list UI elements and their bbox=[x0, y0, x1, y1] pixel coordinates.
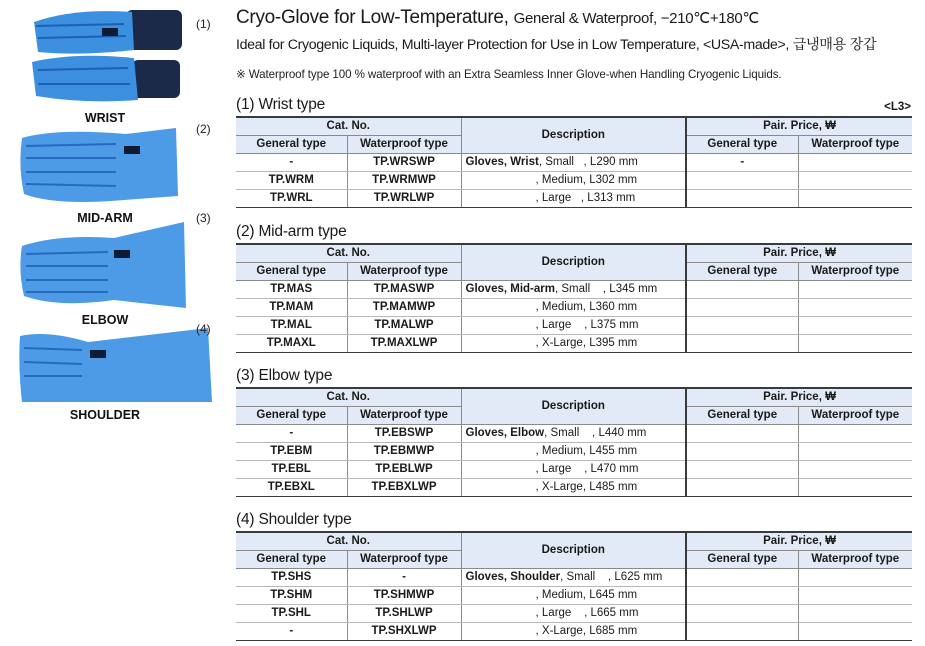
description-cell bbox=[461, 604, 686, 622]
price-waterproof bbox=[798, 424, 912, 442]
waterproof-cat-no: TP.MAMWP bbox=[347, 298, 461, 316]
col-header-price-waterproof: Waterproof type bbox=[798, 550, 912, 568]
section-title: (4) Shoulder type bbox=[236, 511, 352, 528]
description-text: , Small , L440 mm bbox=[544, 427, 647, 439]
waterproof-cat-no: TP.MASWP bbox=[347, 280, 461, 298]
title-main: Cryo-Glove for Low-Temperature, bbox=[236, 7, 509, 28]
description-cell bbox=[461, 316, 686, 334]
price-waterproof bbox=[798, 298, 912, 316]
description-cell bbox=[461, 442, 686, 460]
col-header-price-waterproof: Waterproof type bbox=[798, 135, 912, 153]
price-waterproof bbox=[798, 604, 912, 622]
col-header-cat-no: Cat. No. bbox=[236, 388, 461, 406]
description-cell bbox=[461, 189, 686, 207]
price-waterproof bbox=[798, 334, 912, 352]
description-text: , Medium, L302 mm bbox=[535, 174, 638, 186]
waterproof-cat-no: TP.EBMWP bbox=[347, 442, 461, 460]
price-general bbox=[686, 334, 798, 352]
col-header-description: Description bbox=[461, 117, 686, 153]
price-general bbox=[686, 189, 798, 207]
description-cell bbox=[461, 171, 686, 189]
section-title: (2) Mid-arm type bbox=[236, 223, 347, 240]
description-cell bbox=[461, 478, 686, 496]
description-cell bbox=[461, 280, 686, 298]
waterproof-cat-no: - bbox=[347, 568, 461, 586]
section-title: (3) Elbow type bbox=[236, 367, 333, 384]
price-general bbox=[686, 280, 798, 298]
table-row bbox=[236, 153, 912, 171]
gallery-num-1: (1) bbox=[196, 17, 211, 31]
gallery-label-wrist: WRIST bbox=[84, 111, 126, 125]
table-row bbox=[236, 478, 912, 496]
general-cat-no: TP.MAM bbox=[236, 298, 347, 316]
table-row bbox=[236, 568, 912, 586]
description-cell bbox=[461, 424, 686, 442]
general-cat-no: TP.WRM bbox=[236, 171, 347, 189]
wrist-glove-image bbox=[14, 4, 190, 108]
description-cell bbox=[461, 568, 686, 586]
col-header-waterproof-type: Waterproof type bbox=[347, 135, 461, 153]
general-cat-no: - bbox=[236, 622, 347, 640]
description-text: , Medium, L645 mm bbox=[535, 589, 638, 601]
price-waterproof bbox=[798, 189, 912, 207]
general-cat-no: TP.EBM bbox=[236, 442, 347, 460]
price-general bbox=[686, 171, 798, 189]
description-text: , Small , L625 mm bbox=[560, 571, 663, 583]
title-sub: General & Waterproof, −210℃+180℃ bbox=[513, 10, 759, 27]
product-table bbox=[236, 243, 912, 353]
product-table bbox=[236, 116, 912, 208]
price-waterproof bbox=[798, 478, 912, 496]
col-header-price-general: General type bbox=[686, 135, 798, 153]
product-table bbox=[236, 531, 912, 641]
general-cat-no: - bbox=[236, 424, 347, 442]
col-header-cat-no: Cat. No. bbox=[236, 532, 461, 550]
description-cell bbox=[461, 622, 686, 640]
description-bold: Gloves, Mid-arm bbox=[465, 283, 555, 295]
col-header-waterproof-type: Waterproof type bbox=[347, 406, 461, 424]
price-general: - bbox=[686, 153, 798, 171]
waterproof-cat-no: TP.EBLWP bbox=[347, 460, 461, 478]
col-header-cat-no: Cat. No. bbox=[236, 244, 461, 262]
page-title bbox=[236, 7, 759, 29]
description-text: , Large , L313 mm bbox=[535, 192, 636, 204]
gallery-label-elbow: ELBOW bbox=[81, 313, 129, 327]
description-cell bbox=[461, 460, 686, 478]
col-header-cat-no: Cat. No. bbox=[236, 117, 461, 135]
col-header-price-waterproof: Waterproof type bbox=[798, 262, 912, 280]
table-row bbox=[236, 298, 912, 316]
col-header-price: Pair. Price, ₩ bbox=[686, 244, 912, 262]
general-cat-no: TP.EBXL bbox=[236, 478, 347, 496]
description-text: , Medium, L360 mm bbox=[535, 301, 638, 313]
col-header-price-general: General type bbox=[686, 262, 798, 280]
general-cat-no: TP.EBL bbox=[236, 460, 347, 478]
description-text: , Large , L665 mm bbox=[535, 607, 639, 619]
general-cat-no: TP.MAL bbox=[236, 316, 347, 334]
table-row bbox=[236, 586, 912, 604]
col-header-description: Description bbox=[461, 532, 686, 568]
price-waterproof bbox=[798, 280, 912, 298]
section-title: (1) Wrist type bbox=[236, 96, 326, 113]
description-text: , Medium, L455 mm bbox=[535, 445, 638, 457]
col-header-description: Description bbox=[461, 388, 686, 424]
description-bold: Gloves, Shoulder bbox=[465, 571, 561, 583]
price-general bbox=[686, 478, 798, 496]
col-header-price: Pair. Price, ₩ bbox=[686, 532, 912, 550]
price-general bbox=[686, 604, 798, 622]
description-text: , Large , L470 mm bbox=[535, 463, 639, 475]
col-header-price: Pair. Price, ₩ bbox=[686, 388, 912, 406]
shoulder-glove-image bbox=[18, 326, 214, 404]
section-4 bbox=[236, 510, 912, 641]
col-header-price-waterproof: Waterproof type bbox=[798, 406, 912, 424]
section-3 bbox=[236, 366, 912, 497]
price-general bbox=[686, 442, 798, 460]
col-header-general-type: General type bbox=[236, 262, 347, 280]
table-row bbox=[236, 189, 912, 207]
table-row bbox=[236, 171, 912, 189]
table-row bbox=[236, 460, 912, 478]
general-cat-no: TP.SHS bbox=[236, 568, 347, 586]
description-bold: Gloves, Elbow bbox=[465, 427, 545, 439]
price-general bbox=[686, 316, 798, 334]
price-waterproof bbox=[798, 171, 912, 189]
waterproof-cat-no: TP.MALWP bbox=[347, 316, 461, 334]
price-waterproof bbox=[798, 460, 912, 478]
price-general bbox=[686, 622, 798, 640]
description-text: , X-Large, L485 mm bbox=[535, 481, 638, 493]
col-header-general-type: General type bbox=[236, 135, 347, 153]
general-cat-no: TP.SHL bbox=[236, 604, 347, 622]
gallery-label-mid-arm: MID-ARM bbox=[77, 211, 133, 225]
price-waterproof bbox=[798, 622, 912, 640]
description-cell bbox=[461, 298, 686, 316]
general-cat-no: TP.MAS bbox=[236, 280, 347, 298]
col-header-general-type: General type bbox=[236, 406, 347, 424]
waterproof-cat-no: TP.WRSWP bbox=[347, 153, 461, 171]
price-general bbox=[686, 460, 798, 478]
description-cell bbox=[461, 334, 686, 352]
col-header-general-type: General type bbox=[236, 550, 347, 568]
general-cat-no: TP.SHM bbox=[236, 586, 347, 604]
description-text: , X-Large, L685 mm bbox=[535, 625, 638, 637]
description-text: , X-Large, L395 mm bbox=[535, 337, 638, 349]
table-row bbox=[236, 424, 912, 442]
elbow-glove-image bbox=[18, 218, 188, 314]
price-waterproof bbox=[798, 568, 912, 586]
waterproof-cat-no: TP.SHLWP bbox=[347, 604, 461, 622]
waterproof-cat-no: TP.WRMWP bbox=[347, 171, 461, 189]
waterproof-cat-no: TP.EBSWP bbox=[347, 424, 461, 442]
price-waterproof bbox=[798, 586, 912, 604]
gallery-label-shoulder: SHOULDER bbox=[69, 408, 141, 422]
description-text: , Small , L290 mm bbox=[538, 156, 638, 168]
table-row bbox=[236, 280, 912, 298]
price-general bbox=[686, 586, 798, 604]
description-bold: Gloves, Wrist bbox=[465, 156, 539, 168]
table-row bbox=[236, 334, 912, 352]
general-cat-no: TP.MAXL bbox=[236, 334, 347, 352]
waterproof-note: ※ Waterproof type 100 % waterproof with an Extra Seamless Inner Glove-when Handling Cryogenic Liquids. bbox=[236, 68, 782, 81]
col-header-description: Description bbox=[461, 244, 686, 280]
description-text: , Large , L375 mm bbox=[535, 319, 639, 331]
price-general bbox=[686, 568, 798, 586]
table-row bbox=[236, 316, 912, 334]
description-text: , Small , L345 mm bbox=[554, 283, 658, 295]
gallery-num-4: (4) bbox=[196, 322, 211, 336]
mid-arm-glove-image bbox=[16, 124, 180, 208]
table-row bbox=[236, 622, 912, 640]
waterproof-cat-no: TP.MAXLWP bbox=[347, 334, 461, 352]
col-header-price: Pair. Price, ₩ bbox=[686, 117, 912, 135]
general-cat-no: - bbox=[236, 153, 347, 171]
col-header-price-general: General type bbox=[686, 406, 798, 424]
price-waterproof bbox=[798, 442, 912, 460]
page-subtitle: Ideal for Cryogenic Liquids, Multi-layer Protection for Use in Low Temperature, <USA-made>, 급냉매용 장갑 bbox=[236, 37, 877, 53]
price-general bbox=[686, 424, 798, 442]
price-waterproof bbox=[798, 316, 912, 334]
catalog-code: <L3> bbox=[884, 101, 911, 113]
section-1 bbox=[236, 95, 912, 208]
price-general bbox=[686, 298, 798, 316]
gallery-num-2: (2) bbox=[196, 122, 211, 136]
col-header-price-general: General type bbox=[686, 550, 798, 568]
table-row bbox=[236, 442, 912, 460]
general-cat-no: TP.WRL bbox=[236, 189, 347, 207]
col-header-waterproof-type: Waterproof type bbox=[347, 262, 461, 280]
price-waterproof bbox=[798, 153, 912, 171]
table-row bbox=[236, 604, 912, 622]
gallery-num-3: (3) bbox=[196, 211, 211, 225]
section-2 bbox=[236, 222, 912, 353]
description-cell bbox=[461, 586, 686, 604]
waterproof-cat-no: TP.EBXLWP bbox=[347, 478, 461, 496]
waterproof-cat-no: TP.WRLWP bbox=[347, 189, 461, 207]
waterproof-cat-no: TP.SHMWP bbox=[347, 586, 461, 604]
description-cell bbox=[461, 153, 686, 171]
waterproof-cat-no: TP.SHXLWP bbox=[347, 622, 461, 640]
product-table bbox=[236, 387, 912, 497]
col-header-waterproof-type: Waterproof type bbox=[347, 550, 461, 568]
